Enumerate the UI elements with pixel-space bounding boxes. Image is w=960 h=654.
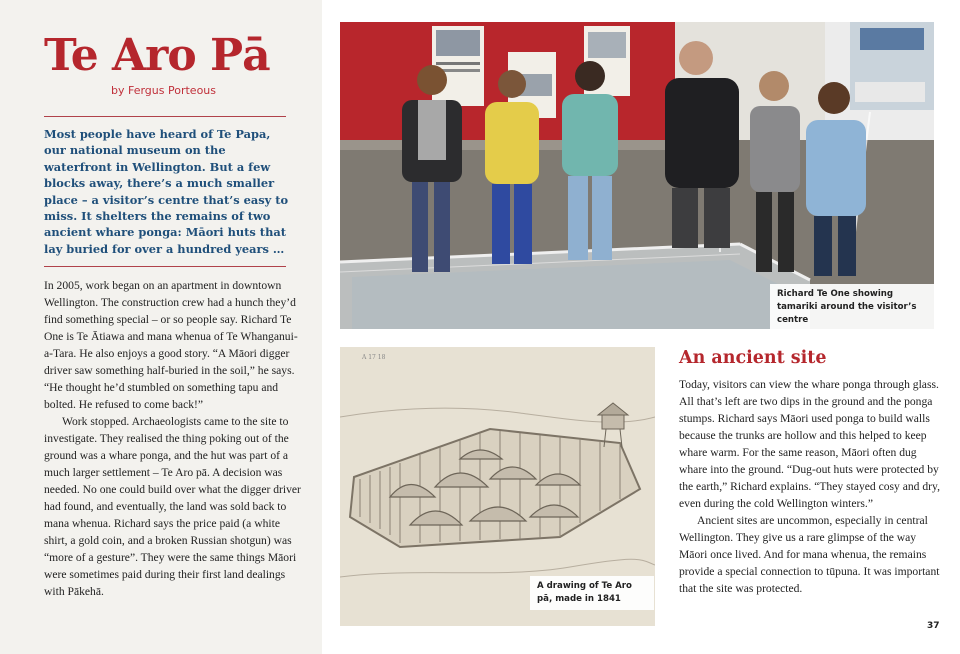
article-title: Te Aro Pā: [44, 30, 270, 81]
article-body: [44, 277, 306, 600]
section-body: [679, 376, 941, 597]
intro-paragraph: Most people have heard of Te Papa, our national museum on the waterfront in Wellington. But a few blocks away, there’s a much smaller place – a visitor’s centre that’s easy to miss. It shelters the remains of two ancient whare ponga: Māori huts that lay buried for over a hundred years …: [44, 127, 289, 256]
visitor-centre-photo: [340, 22, 934, 329]
section-paragraph-1: Today, visitors can view the whare ponga through glass. All that’s left are two dips in the ground and the ponga stumps. Richard says Māori used ponga to build walls because the trunks are hollow and this helped to keep whare warm. For the same reason, Māori often dug whare into the ground. “Dug-out huts were protected by the earth,” Richard explains. “They stayed cosy and dry, even during the cold Wellington winters.”: [679, 378, 940, 510]
divider-bottom: [44, 266, 286, 267]
left-column: [0, 0, 322, 654]
body-paragraph-2: Work stopped. Archaeologists came to the site to investigate. They realised the thing poking out of the ground was a whare ponga, and the hut was part of a much larger settlement – Te Aro pā. A decision was needed. No one could build over what the digger driver had found, and eventually, the land was sold back to mana whenua. Richard says the price paid (a white shirt, a gold coin, and a broken Russian shotgun) was “more of a gesture”. They were the same things Māori were sometimes paid during their first land dealings with Pākehā.: [44, 415, 301, 598]
byline: by Fergus Porteous: [111, 84, 216, 97]
section-paragraph-2: Ancient sites are uncommon, especially in central Wellington. They give us a rare glimpse of the way Māori once lived. And for mana whenua, the remains provide a special connection to tūpuna. It was important that the site was protected.: [679, 514, 940, 595]
divider-top: [44, 116, 286, 117]
body-paragraph-1: In 2005, work began on an apartment in downtown Wellington. The construction crew had a hunch they’d find something special – or so people say. Richard Te One is Te Ātiawa and mana whenua of Te Whanganui-a-Tara. He also enjoys a good story. “A Māori digger driver saw something half-buried in the soil,” he says. “He thought he’d stumbled on something tapu and bolted. He refused to come back!”: [44, 279, 298, 411]
section-heading: An ancient site: [679, 348, 827, 368]
drawing-corner-note: A 17 18: [362, 354, 386, 361]
photo-caption: Richard Te One showing tamariki around the visitor’s centre: [770, 284, 934, 331]
drawing-caption: A drawing of Te Aro pā, made in 1841: [530, 576, 654, 610]
page-number: 37: [927, 621, 940, 631]
